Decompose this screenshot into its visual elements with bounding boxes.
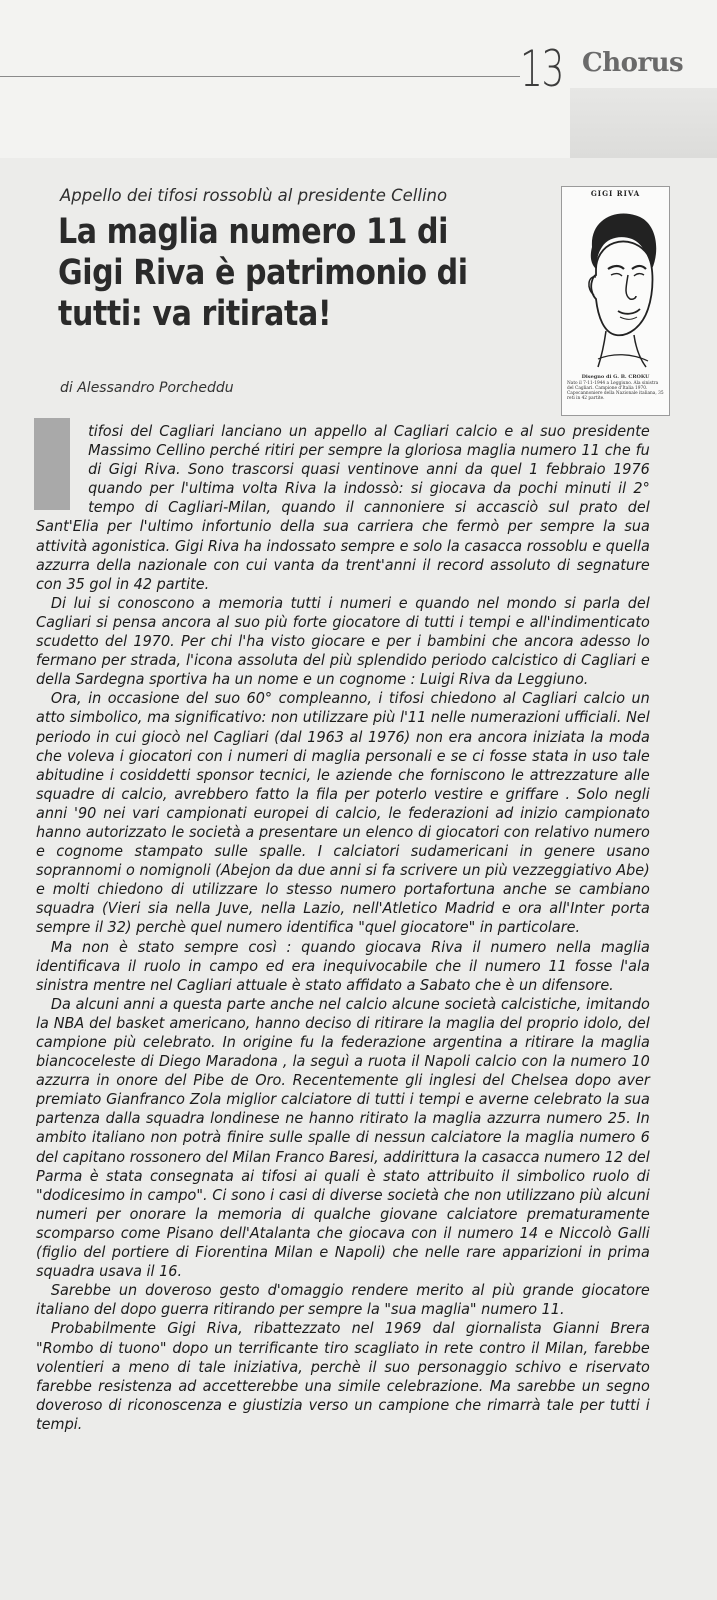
caricature-caption-text: Nato il 7-11-1944 a Leggiuno. Ala sinistra del Cagliari. Campione d'Italia 1970. Capocannoniere della Nazionale italiana, 35 reti in 42 partite. [567, 381, 664, 401]
article-paragraph: Da alcuni anni a questa parte anche nel calcio alcune società calcistiche, imitando la NBA del basket americano, hanno deciso di ritirare la maglia del proprio idolo, del campione più celebrato. In origine fu la federazione argentina a ritirare la maglia biancoceleste di Diego Maradona , la seguì a ruota il Napoli calcio con la numero 10 azzurra in onore del Pibe de Oro. Recentemente gli inglesi del Chelsea dopo aver premiato Gianfranco Zola miglior calciatore di tutti i tempi e averne celebrato la sua partenza dalla squadra londinese ne hanno ritirato la maglia azzurra numero 25. In ambito italiano non potrà finire sulle spalle di nessun calciatore la maglia numero 6 del capitano rossonero del Milan Franco Baresi, addirittura la casacca numero 12 del Parma è stata consegnata ai tifosi ai quali è stato attribuito il simbolico ruolo di "dodicesimo in campo". Ci sono i casi di diverse società che non utilizzano più alcuni numeri per onorare la memoria di qualche giovane calciatore prematuramente scomparso come Pisano dell'Atalanta che giocava con il numero 14 e Niccolò Galli (figlio del portiere di Fiorentina Milan e Napoli) che nelle rare apparizioni in prima squadra usava il 16. [36, 994, 650, 1281]
article-paragraph: tifosi del Cagliari lanciano un appello al Cagliari calcio e al suo presidente Massimo Cellino perché ritiri per sempre la gloriosa maglia numero 11 che fu di Gigi Riva. Sono trascorsi quasi ventinove anni da quel 1 febbraio 1976 quando per l'ultima volta Riva la indossò: si giocava da pochi minuti il 2° tempo di Cagliari-Milan, quando il cannoniere si accasciò sul prato del Sant'Elia per l'ultimo infortunio della sua carriera che fermò per sempre la sua attività agonistica. Gigi Riva ha indossato sempre e solo la casacca rossoblu e quella azzurra della nazionale con cui vanta da trent'anni il record assoluto di segnature con 35 gol in 42 partite. [36, 422, 650, 593]
header-background-strip [570, 88, 717, 158]
article-paragraph: Di lui si conoscono a memoria tutti i numeri e quando nel mondo si parla del Cagliari si pensa ancora al suo più forte giocatore di tutti i tempi e all'indimenticato scudetto del 1970. Per chi l'ha visto giocare e per i bambini che ancora adesso lo fermano per strada, l'icona assoluta del più splendido periodo calcistico di Cagliari e della Sardegna sportiva ha un nome e un cognome : Luigi Riva da Leggiuno. [36, 593, 650, 689]
article-kicker: Appello dei tifosi rossoblù al presidente Cellino [60, 186, 448, 205]
article-paragraph: Ora, in occasione del suo 60° compleanno, i tifosi chiedono al Cagliari calcio un atto simbolico, ma significativo: non utilizzare più l'11 nelle numerazioni ufficiali. Nel periodo in cui giocò nel Cagliari (dal 1963 al 1976) non era ancora iniziata la moda che voleva i giocatori con i numeri di maglia personali e se ci fosse stata in uso tale abitudine i cosiddetti sponsor tecnici, le aziende che forniscono le attrezzature alle squadre di calcio, avrebbero fatto la fila per poterlo vestire e griffare . Solo negli anni '90 nei vari campionati europei di calcio, le federazioni ad inizio campionato hanno autorizzato le società a presentare un elenco di giocatori con relativo numero e cognome stampato sulle spalle. I calciatori sudamericani in genere usano soprannomi o nomignoli (Abejon da due anni si fa scrivere un più vezzeggiativo Abe) e molti chiedono di utilizzare lo stesso numero portafortuna anche se cambiano squadra (Vieri sia nella Juve, nella Lazio, nell'Atletico Madrid e ora all'Inter porta sempre il 32) perchè quel numero identifica "quel giocatore" in particolare. [36, 689, 650, 937]
article-paragraph: Ma non è stato sempre così : quando giocava Riva il numero nella maglia identificava il ruolo in campo ed era inequivocabile che il numero 11 fosse l'ala sinistra mentre nel Cagliari attuale è stato affidato a Sabato che è un difensore. [36, 937, 650, 994]
caricature-title: GIGI RIVA [590, 189, 641, 198]
article-body [36, 422, 650, 1434]
drop-cap-spacer [36, 422, 88, 517]
article-paragraph: Probabilmente Gigi Riva, ribattezzato nel 1969 dal giornalista Gianni Brera "Rombo di tuono" dopo un terrificante tiro scagliato in rete contro il Milan, farebbe volentieri a meno di tale iniziativa, perchè il suo personaggio schivo e riservato farebbe resistenza ad accetterebbe una simile celebrazione. Ma sarebbe un segno doveroso di riconoscenza e giustizia verso un campione che rimarrà tale per tutti i tempi. [36, 1319, 650, 1433]
caricature-box [561, 186, 670, 416]
magazine-logo: Chorus [582, 48, 684, 78]
caricature-credit: Disegno di G. B. CROKU [581, 374, 650, 380]
caricature-caption [567, 375, 664, 401]
caricature-drawing [562, 199, 669, 374]
page-number: 13 [520, 40, 563, 98]
header-rule [0, 76, 520, 77]
article-byline: di Alessandro Porcheddu [60, 380, 234, 396]
article-paragraph: Sarebbe un doveroso gesto d'omaggio rendere merito al più grande giocatore italiano del dopo guerra ritirando per sempre la "sua maglia" numero 11. [36, 1281, 650, 1319]
article-headline: La maglia numero 11 di Gigi Riva è patrimonio di tutti: va ritirata! [58, 212, 468, 334]
